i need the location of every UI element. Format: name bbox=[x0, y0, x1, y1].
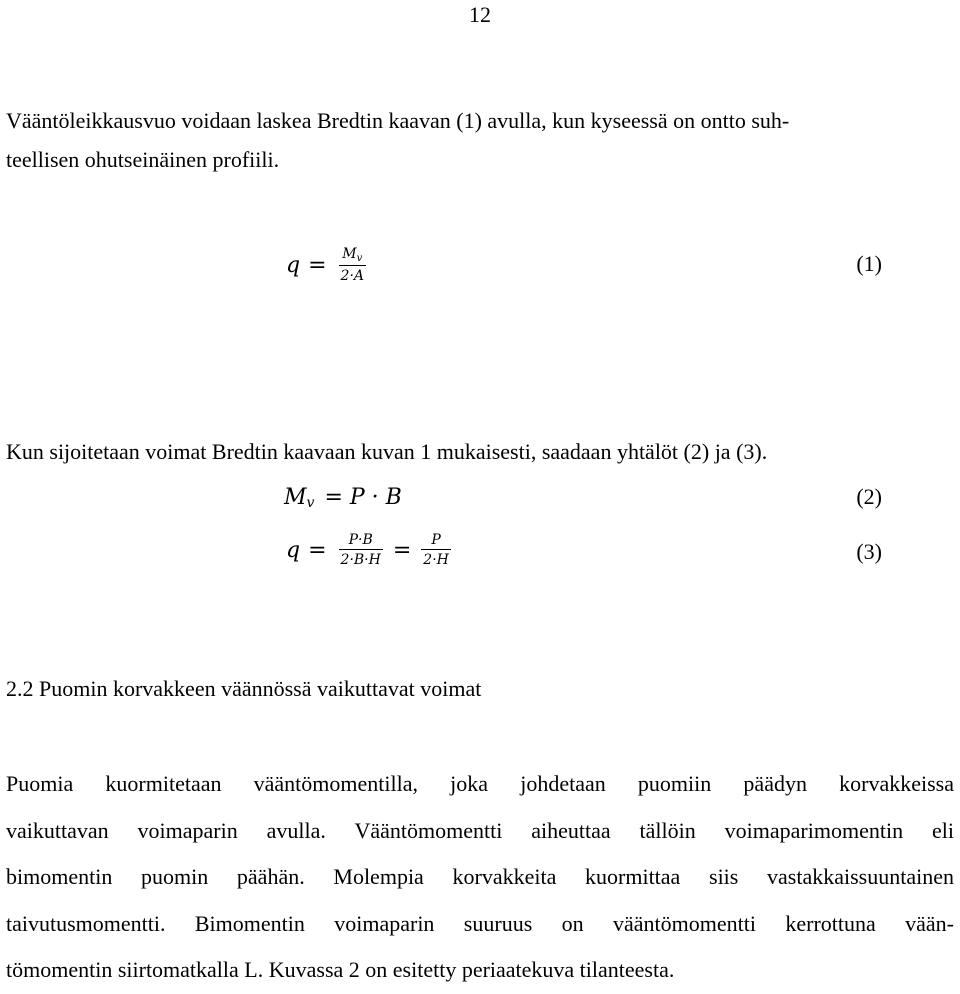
body-line: taivutusmomentti. Bimomentin voimaparin suuruus on vääntömomentti kerrottuna vään- bbox=[6, 910, 954, 936]
equation-2-lhs-subscript: v bbox=[306, 495, 315, 511]
equation-3-fraction-2 bbox=[421, 532, 451, 569]
equation-1-equals: = bbox=[308, 252, 327, 278]
intro-paragraph bbox=[6, 101, 954, 179]
equation-2-lhs: M bbox=[284, 484, 307, 510]
equation-1-denominator: 2·A bbox=[339, 265, 366, 285]
page-number: 12 bbox=[469, 2, 491, 27]
equation-3-equals-2: = bbox=[392, 537, 412, 563]
equation-2-number: (2) bbox=[856, 484, 882, 509]
equation-1-fraction bbox=[339, 246, 366, 285]
section-heading: 2.2 Puomin korvakkeen väännössä vaikuttavat voimat bbox=[6, 676, 482, 701]
body-paragraph bbox=[6, 761, 954, 994]
equation-1-number: (1) bbox=[856, 251, 882, 276]
equation-3-expression bbox=[286, 525, 455, 575]
equation-2-rhs: = P · B bbox=[324, 484, 402, 510]
equation-2 bbox=[0, 475, 960, 525]
equation-1-expression bbox=[286, 240, 370, 290]
equation-1-numerator-subscript: v bbox=[356, 252, 363, 264]
equation-1-lhs: q bbox=[286, 252, 301, 278]
equation-3-numerator-1: P·B bbox=[348, 531, 373, 548]
equation-2-expression bbox=[284, 475, 402, 519]
equation-3-fraction-1 bbox=[339, 532, 383, 569]
equation-3-denominator-1: 2·B·H bbox=[339, 549, 383, 569]
body-line: bimomentin puomin päähän. Molempia korvakkeita kuormittaa siis vastakkaissuuntainen bbox=[6, 864, 954, 889]
equation-3-lhs: q bbox=[286, 537, 301, 563]
intro-line: teellisen ohutseinäinen profiili. bbox=[6, 147, 280, 172]
equation-3-number: (3) bbox=[856, 539, 882, 564]
equation-3-equals-1: = bbox=[308, 537, 327, 563]
intro-line: Vääntöleikkausvuo voidaan laskea Bredtin kaavan (1) avulla, kun kyseessä on ontto suh- bbox=[6, 108, 790, 133]
body-line: tömomentin siirtomatkalla L. Kuvassa 2 on esitetty periaatekuva tilanteesta. bbox=[6, 957, 675, 982]
equation-1-numerator: M bbox=[342, 245, 357, 262]
body-line: Puomia kuormitetaan vääntömomentilla, joka johdetaan puomiin päädyn korvakkeissa bbox=[6, 771, 954, 796]
body-line: vaikuttavan voimaparin avulla. Vääntömomentti aiheuttaa tällöin voimaparimomentin eli bbox=[6, 817, 954, 843]
equation-3-denominator-2: 2·H bbox=[421, 549, 451, 569]
equation-1 bbox=[0, 238, 960, 288]
sentence-2: Kun sijoitetaan voimat Bredtin kaavaan kuvan 1 mukaisesti, saadaan yhtälöt (2) ja (3). bbox=[6, 439, 768, 464]
equation-3-numerator-2: P bbox=[431, 531, 441, 548]
equation-3 bbox=[0, 525, 960, 575]
